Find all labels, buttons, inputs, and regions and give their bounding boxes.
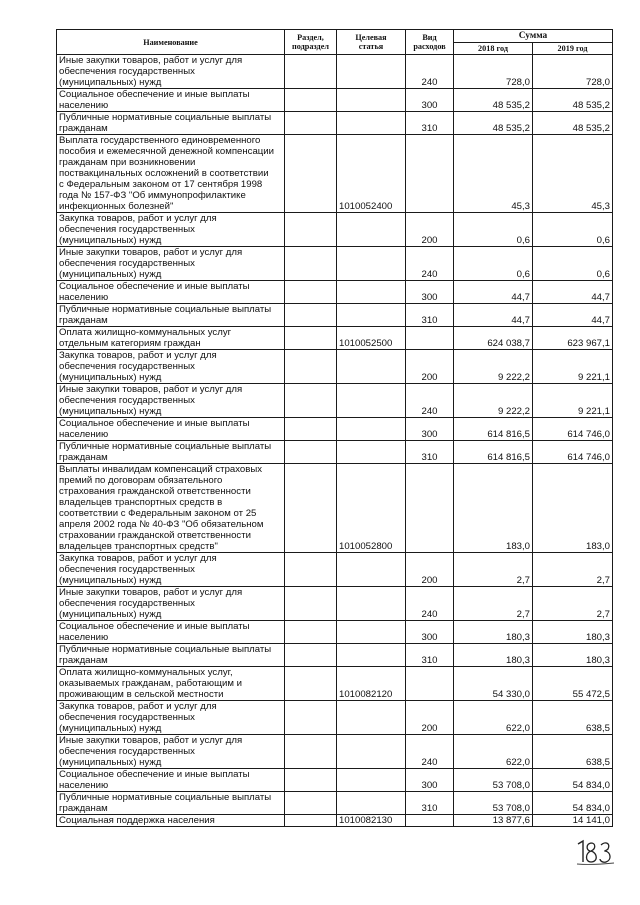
cell-sum-2019: 614 746,0 (533, 441, 613, 464)
cell-article: 1010082130 (337, 815, 406, 827)
cell-sum-2019: 2,7 (533, 587, 613, 621)
table-row (57, 89, 613, 112)
cell-expense-type: 310 (406, 792, 454, 815)
cell-sum-2018: 180,3 (454, 644, 533, 667)
cell-sum-2019: 0,6 (533, 213, 613, 247)
cell-article (337, 701, 406, 735)
cell-name: Иные закупки товаров, работ и услуг для обеспечения государственных (муниципальных) нужд (57, 384, 285, 418)
cell-sum-2019: 638,5 (533, 701, 613, 735)
header-sum: Сумма (454, 30, 613, 43)
header-expense-type: Вид расходов (406, 30, 454, 55)
cell-sum-2019: 45,3 (533, 135, 613, 213)
table-row (57, 281, 613, 304)
cell-name: Социальное обеспечение и иные выплаты населению (57, 418, 285, 441)
cell-sum-2019: 623 967,1 (533, 327, 613, 350)
cell-name: Социальная поддержка населения (57, 815, 285, 827)
page-number-handwritten (574, 838, 618, 866)
cell-section (285, 418, 337, 441)
header-section: Раздел, подраздел (285, 30, 337, 55)
cell-sum-2018: 48 535,2 (454, 112, 533, 135)
cell-sum-2019: 180,3 (533, 621, 613, 644)
cell-name: Социальное обеспечение и иные выплаты населению (57, 769, 285, 792)
header-name: Наименование (57, 30, 285, 55)
cell-expense-type: 310 (406, 441, 454, 464)
cell-expense-type (406, 464, 454, 553)
cell-section (285, 735, 337, 769)
cell-sum-2019: 638,5 (533, 735, 613, 769)
table-row (57, 701, 613, 735)
table-row (57, 112, 613, 135)
cell-name: Иные закупки товаров, работ и услуг для обеспечения государственных (муниципальных) нужд (57, 735, 285, 769)
cell-expense-type (406, 327, 454, 350)
table-row (57, 587, 613, 621)
document-page (56, 29, 612, 827)
cell-section (285, 304, 337, 327)
cell-section (285, 384, 337, 418)
cell-section (285, 247, 337, 281)
cell-sum-2018: 728,0 (454, 55, 533, 89)
cell-section (285, 644, 337, 667)
cell-article (337, 112, 406, 135)
cell-sum-2019: 0,6 (533, 247, 613, 281)
cell-name: Закупка товаров, работ и услуг для обеспечения государственных (муниципальных) нужд (57, 553, 285, 587)
table-row (57, 304, 613, 327)
cell-expense-type: 240 (406, 735, 454, 769)
cell-name: Выплата государственного единовременного пособия и ежемесячной денежной компенсации гражданам при возникновении поствакцинальных осложнений в соответствии с Федеральным законом от 17 сентября 1998 года № 157-ФЗ "Об иммунопрофилактике инфекционных болезней" (57, 135, 285, 213)
cell-section (285, 327, 337, 350)
cell-name: Иные закупки товаров, работ и услуг для обеспечения государственных (муниципальных) нужд (57, 55, 285, 89)
table-row (57, 792, 613, 815)
cell-section (285, 792, 337, 815)
table-row (57, 553, 613, 587)
cell-name: Оплата жилищно-коммунальных услуг, оказываемых гражданам, работающим и проживающим в сельской местности (57, 667, 285, 701)
cell-article: 1010052500 (337, 327, 406, 350)
header-year-2019: 2019 год (533, 43, 613, 55)
cell-section (285, 553, 337, 587)
table-row (57, 350, 613, 384)
cell-article: 1010052400 (337, 135, 406, 213)
cell-name: Публичные нормативные социальные выплаты гражданам (57, 112, 285, 135)
cell-sum-2018: 622,0 (454, 735, 533, 769)
cell-article (337, 213, 406, 247)
cell-sum-2019: 9 221,1 (533, 384, 613, 418)
cell-expense-type: 200 (406, 350, 454, 384)
cell-expense-type: 200 (406, 553, 454, 587)
cell-article (337, 441, 406, 464)
cell-article (337, 304, 406, 327)
table-row (57, 464, 613, 553)
cell-section (285, 769, 337, 792)
cell-expense-type: 200 (406, 213, 454, 247)
cell-sum-2019: 180,3 (533, 644, 613, 667)
cell-expense-type: 310 (406, 304, 454, 327)
cell-name: Публичные нормативные социальные выплаты гражданам (57, 441, 285, 464)
cell-article (337, 587, 406, 621)
cell-expense-type: 300 (406, 418, 454, 441)
cell-name: Закупка товаров, работ и услуг для обеспечения государственных (муниципальных) нужд (57, 213, 285, 247)
table-row (57, 769, 613, 792)
cell-name: Социальное обеспечение и иные выплаты населению (57, 621, 285, 644)
cell-sum-2018: 624 038,7 (454, 327, 533, 350)
cell-article: 1010052800 (337, 464, 406, 553)
cell-section (285, 55, 337, 89)
cell-section (285, 587, 337, 621)
cell-sum-2019: 44,7 (533, 281, 613, 304)
cell-sum-2018: 53 708,0 (454, 792, 533, 815)
table-row (57, 384, 613, 418)
cell-sum-2019: 54 834,0 (533, 792, 613, 815)
cell-expense-type: 240 (406, 587, 454, 621)
cell-sum-2019: 55 472,5 (533, 667, 613, 701)
cell-name: Выплаты инвалидам компенсаций страховых премий по договорам обязательного страхования гражданской ответственности владельцев транспортных средств в соответствии с Федеральным законом от 25 апреля 2002 года № 40-ФЗ "Об обязательном страховании гражданской ответственности владельцев транспортных средств" (57, 464, 285, 553)
cell-sum-2018: 9 222,2 (454, 350, 533, 384)
header-year-2018: 2018 год (454, 43, 533, 55)
cell-article (337, 644, 406, 667)
cell-sum-2018: 2,7 (454, 553, 533, 587)
cell-section (285, 667, 337, 701)
table-row (57, 213, 613, 247)
cell-sum-2019: 14 141,0 (533, 815, 613, 827)
cell-sum-2018: 2,7 (454, 587, 533, 621)
cell-sum-2018: 54 330,0 (454, 667, 533, 701)
cell-expense-type: 300 (406, 281, 454, 304)
cell-sum-2018: 614 816,5 (454, 441, 533, 464)
cell-sum-2019: 9 221,1 (533, 350, 613, 384)
cell-name: Оплата жилищно-коммунальных услуг отдельным категориям граждан (57, 327, 285, 350)
cell-sum-2018: 45,3 (454, 135, 533, 213)
table-row (57, 135, 613, 213)
table-row (57, 735, 613, 769)
table-row (57, 621, 613, 644)
cell-expense-type: 300 (406, 769, 454, 792)
cell-section (285, 89, 337, 112)
cell-name: Публичные нормативные социальные выплаты гражданам (57, 792, 285, 815)
cell-sum-2019: 614 746,0 (533, 418, 613, 441)
table-row (57, 327, 613, 350)
cell-section (285, 815, 337, 827)
cell-article (337, 792, 406, 815)
cell-article (337, 553, 406, 587)
cell-section (285, 281, 337, 304)
cell-article (337, 735, 406, 769)
header-article: Целевая статья (337, 30, 406, 55)
cell-sum-2019: 183,0 (533, 464, 613, 553)
cell-name: Закупка товаров, работ и услуг для обеспечения государственных (муниципальных) нужд (57, 701, 285, 735)
cell-expense-type: 200 (406, 701, 454, 735)
cell-sum-2019: 728,0 (533, 55, 613, 89)
cell-sum-2019: 2,7 (533, 553, 613, 587)
cell-article: 1010082120 (337, 667, 406, 701)
cell-name: Закупка товаров, работ и услуг для обеспечения государственных (муниципальных) нужд (57, 350, 285, 384)
cell-sum-2018: 180,3 (454, 621, 533, 644)
table-header (57, 30, 613, 55)
cell-section (285, 441, 337, 464)
cell-section (285, 213, 337, 247)
cell-article (337, 247, 406, 281)
cell-name: Иные закупки товаров, работ и услуг для обеспечения государственных (муниципальных) нужд (57, 587, 285, 621)
cell-article (337, 769, 406, 792)
table-row (57, 667, 613, 701)
cell-sum-2018: 614 816,5 (454, 418, 533, 441)
table-row (57, 418, 613, 441)
cell-sum-2018: 9 222,2 (454, 384, 533, 418)
cell-sum-2018: 48 535,2 (454, 89, 533, 112)
cell-expense-type: 240 (406, 384, 454, 418)
cell-expense-type: 310 (406, 112, 454, 135)
cell-section (285, 464, 337, 553)
cell-section (285, 701, 337, 735)
table-row (57, 644, 613, 667)
table-body (57, 55, 613, 827)
cell-article (337, 418, 406, 441)
cell-expense-type (406, 135, 454, 213)
cell-article (337, 350, 406, 384)
cell-name: Иные закупки товаров, работ и услуг для обеспечения государственных (муниципальных) нужд (57, 247, 285, 281)
cell-section (285, 621, 337, 644)
cell-section (285, 112, 337, 135)
cell-sum-2018: 53 708,0 (454, 769, 533, 792)
cell-name: Публичные нормативные социальные выплаты гражданам (57, 304, 285, 327)
cell-expense-type: 240 (406, 55, 454, 89)
cell-expense-type: 300 (406, 621, 454, 644)
cell-expense-type (406, 815, 454, 827)
cell-sum-2018: 0,6 (454, 247, 533, 281)
cell-expense-type (406, 667, 454, 701)
cell-expense-type: 300 (406, 89, 454, 112)
cell-sum-2018: 44,7 (454, 281, 533, 304)
cell-sum-2018: 622,0 (454, 701, 533, 735)
cell-sum-2019: 54 834,0 (533, 769, 613, 792)
cell-sum-2018: 183,0 (454, 464, 533, 553)
cell-name: Социальное обеспечение и иные выплаты населению (57, 281, 285, 304)
cell-article (337, 89, 406, 112)
cell-sum-2018: 13 877,6 (454, 815, 533, 827)
cell-article (337, 55, 406, 89)
cell-sum-2019: 44,7 (533, 304, 613, 327)
cell-section (285, 350, 337, 384)
cell-name: Социальное обеспечение и иные выплаты населению (57, 89, 285, 112)
table-row (57, 441, 613, 464)
cell-sum-2019: 48 535,2 (533, 112, 613, 135)
cell-article (337, 621, 406, 644)
table-row (57, 55, 613, 89)
cell-expense-type: 240 (406, 247, 454, 281)
cell-section (285, 135, 337, 213)
budget-table (56, 29, 613, 827)
cell-sum-2019: 48 535,2 (533, 89, 613, 112)
cell-name: Публичные нормативные социальные выплаты гражданам (57, 644, 285, 667)
cell-sum-2018: 0,6 (454, 213, 533, 247)
cell-sum-2018: 44,7 (454, 304, 533, 327)
cell-article (337, 281, 406, 304)
table-row (57, 815, 613, 827)
table-row (57, 247, 613, 281)
cell-article (337, 384, 406, 418)
cell-expense-type: 310 (406, 644, 454, 667)
